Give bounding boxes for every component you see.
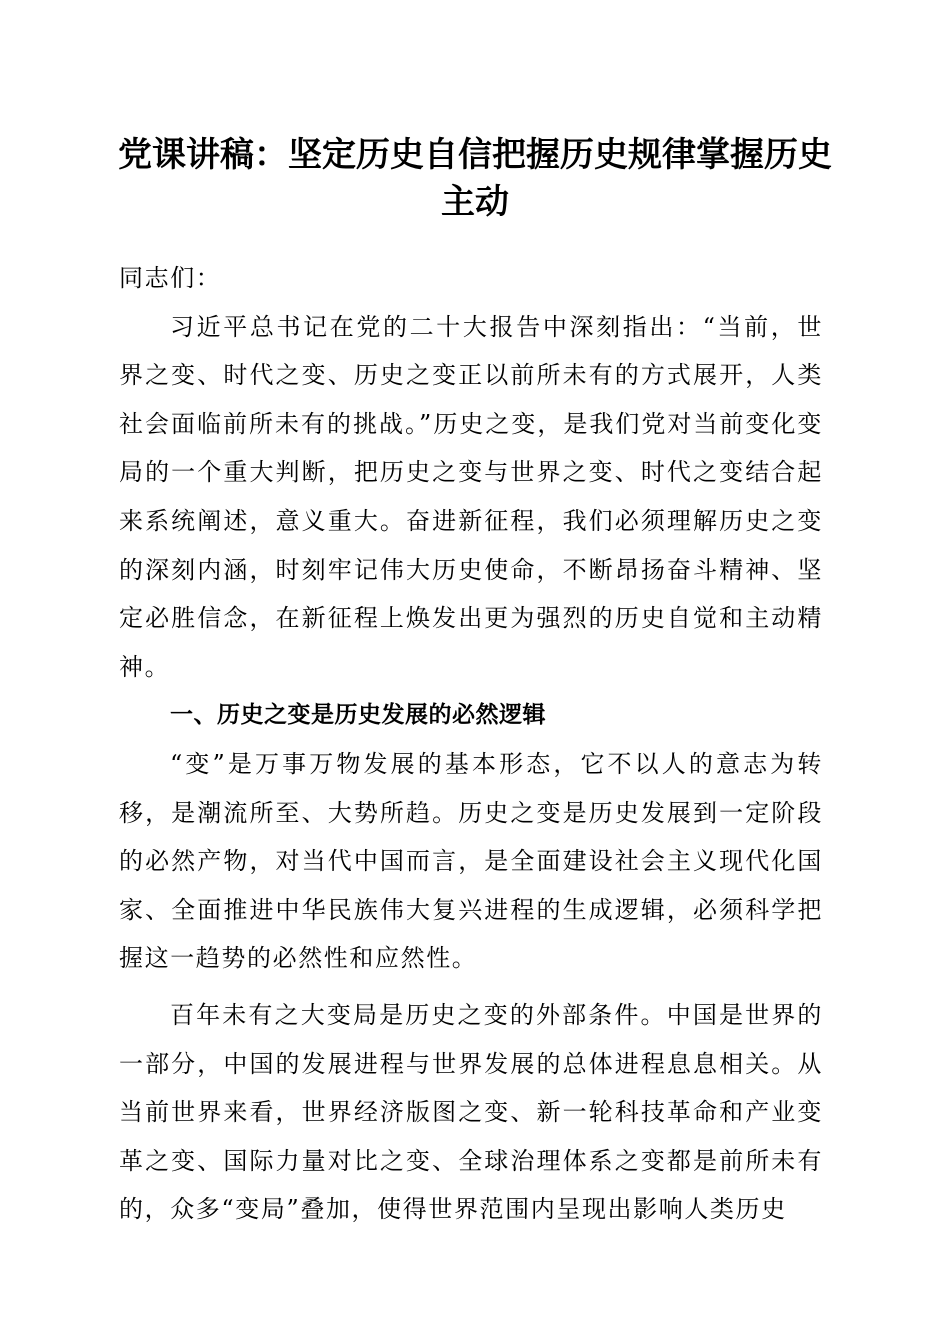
document-body bbox=[119, 254, 823, 1234]
document-title: 党课讲稿：坚定历史自信把握历史规律掌握历史主动 bbox=[118, 135, 832, 222]
salutation: 同志们： bbox=[119, 264, 222, 292]
paragraph-section-1: “变”是万事万物发展的基本形态，它不以人的意志为转移，是潮流所至、大势所趋。历史之变是历史发展到一定阶段的必然产物，对当代中国而言，是全面建设社会主义现代化国家、全面推进中华民族伟大复兴进程的生成逻辑，必须科学把握这一趋势的必然性和应然性。 bbox=[119, 749, 823, 973]
section-heading: 一、历史之变是历史发展的必然逻辑 bbox=[170, 702, 546, 729]
paragraph-section-2: 百年未有之大变局是历史之变的外部条件。中国是世界的一部分，中国的发展进程与世界发展的总体进程息息相关。从当前世界来看，世界经济版图之变、新一轮科技革命和产业变革之变、国际力量对比之变、全球治理体系之变都是前所未有的，众多“变局”叠加，使得世界范围内呈现出影响人类历史 bbox=[119, 1000, 823, 1224]
paragraph-intro: 习近平总书记在党的二十大报告中深刻指出：“当前，世界之变、时代之变、历史之变正以前所未有的方式展开，人类社会面临前所未有的挑战。”历史之变，是我们党对当前变化变局的一个重大判断，把历史之变与世界之变、时代之变结合起来系统阐述，意义重大。奋进新征程，我们必须理解历史之变的深刻内涵，时刻牢记伟大历史使命，不断昂扬奋斗精神、坚定必胜信念，在新征程上焕发出更为强烈的历史自觉和主动精神。 bbox=[119, 312, 823, 681]
